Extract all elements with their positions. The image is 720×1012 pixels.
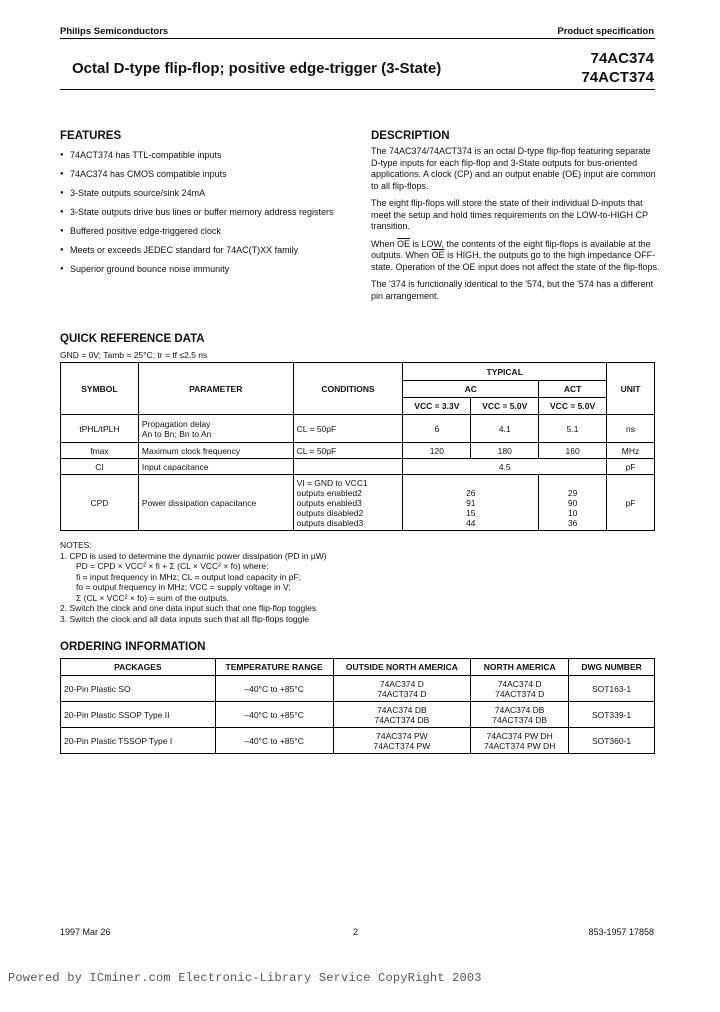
header-rule [60,38,655,39]
features-list [60,150,350,283]
footer-code: 853-1957 17858 [588,927,654,937]
part-number-2: 74ACT374 [581,69,654,86]
list-item: ● Meets or exceeds JEDEC standard for 74AC(T)XX family [60,245,350,264]
footer-date: 1997 Mar 26 [60,927,111,937]
table-row: CPD Power dissipation capacitance VI = GND to VCC1 outputs enabled2 outputs enabled3 outputs disabled2 outputs disabled3 26 91 15 44 29 90 10 36 pF [61,475,655,531]
table-row: 20-Pin Plastic SO –40°C to +85°C 74AC374 D 74ACT374 D 74AC374 D 74ACT374 D SOT163-1 [61,676,655,702]
footer-page-number: 2 [353,927,359,937]
list-item: ● 74AC374 has CMOS compatible inputs [60,169,350,188]
ordering-heading: ORDERING INFORMATION [60,641,206,653]
list-item: ● 3-State outputs drive bus lines or buffer memory address registers [60,207,350,226]
description-p3: When $\overline{OE}$ is LOW, the contents of the eight flip-flops is available at the outputs. When $\overline{OE}$ is HIGH, the outputs go to the high impedance OFF-state. Operation of the OE input does not affect the state of the flip-flops. [371,238,660,272]
doc-type: Product specification [557,26,654,37]
list-item: ● Buffered positive edge-triggered clock [60,226,350,245]
description-p2: The eight flip-flops will store the state of their individual D-inputs that meet the setup and hold times requirements on the LOW-to-HIGH CP transition. [371,198,648,231]
table-row: 20-Pin Plastic TSSOP Type I –40°C to +85°C 74AC374 PW 74ACT374 PW 74AC374 PW DH 74ACT374 PW DH SOT360-1 [61,728,655,754]
quick-ref-notes: NOTES: 1. CPD is used to determine the dynamic power dissipation (PD in µW) PD = CPD × VCC² × fi + Σ (CL × VCC² × fo) where: fi = input frequency in MHz; CL = output load capacity in pF; fo = output frequency in MHz; VCC = supply voltage in V; Σ (CL × VCC² × fo) = sum of the outputs. 2. Switch the clock and one data input such that one flip-flop toggles 3. Switch the clock and all data inputs such that all flip-flops toggle [60,540,327,624]
description-p4: The '374 is functionally identical to the '574, but the '574 has a different pin arrangement. [371,279,654,301]
page-title: Octal D-type flip-flop; positive edge-trigger (3-State) [72,60,442,77]
features-heading: FEATURES [60,130,122,142]
table-row: fmax Maximum clock frequency CL = 50pF 120 180 160 MHz [61,443,655,459]
table-row: CI Input capacitance 4.5 pF [61,459,655,475]
list-item: ● Superior ground bounce noise immunity [60,264,350,283]
description-heading: DESCRIPTION [371,130,450,142]
description-p1: The 74AC374/74ACT374 is an octal D-type flip-flop featuring separate D-type inputs for each flip-flop and 3-State outputs for bus-oriented applications. A clock (CP) and an output enable (OE) input are common to all flip-flops. [371,146,656,191]
ordering-table: PACKAGES TEMPERATURE RANGE OUTSIDE NORTH AMERICA NORTH AMERICA DWG NUMBER 20-Pin Plastic SO –40°C to +85°C 74AC374 D 74ACT374 D 74AC374 D 74ACT374 D SOT163-1 20-Pin Plastic SSOP Type II –40°C to +85°C 74AC374 DB 74ACT374 DB 74AC374 DB 74ACT374 DB SOT339-1 20-Pin Plastic TSSOP Type I –40°C to +85°C 74AC374 PW 74ACT374 PW 74AC374 PW DH 74ACT374 PW DH SOT360-1 [60,658,655,754]
quick-ref-table: SYMBOL PARAMETER CONDITIONS TYPICAL UNIT AC ACT VCC = 3.3V VCC = 5.0V VCC = 5.0V tPHL/tPLH Propagation delay An to Bn; Bn to An CL = 50pF 6 4.1 5.1 ns fmax Maximum clock frequency CL = 50pF 120 180 160 MHz CI Input capacitance 4.5 pF CPD Power dissipation capacitance VI = GND to VCC1 outputs enabled2 outputs enabled3 outputs disabled2 outputs disabled3 26 91 15 44 29 90 10 36 pF [60,362,655,531]
title-rule [60,89,655,90]
quick-ref-heading: QUICK REFERENCE DATA [60,333,205,345]
company-name: Philips Semiconductors [60,26,169,37]
quick-ref-conditions: GND = 0V; Tamb = 25°C; tr = tf ≤2.5 ns [60,350,208,360]
table-row: tPHL/tPLH Propagation delay An to Bn; Bn to An CL = 50pF 6 4.1 5.1 ns [61,415,655,443]
list-item: ● 74ACT374 has TTL-compatible inputs [60,150,350,169]
table-row: 20-Pin Plastic SSOP Type II –40°C to +85°C 74AC374 DB 74ACT374 DB 74AC374 DB 74ACT374 DB SOT339-1 [61,702,655,728]
list-item: ● 3-State outputs source/sink 24mA [60,188,350,207]
part-number-1: 74AC374 [590,50,654,67]
description-body [371,146,661,308]
watermark: Powered by ICminer.com Electronic-Library Service CopyRight 2003 [8,971,482,985]
